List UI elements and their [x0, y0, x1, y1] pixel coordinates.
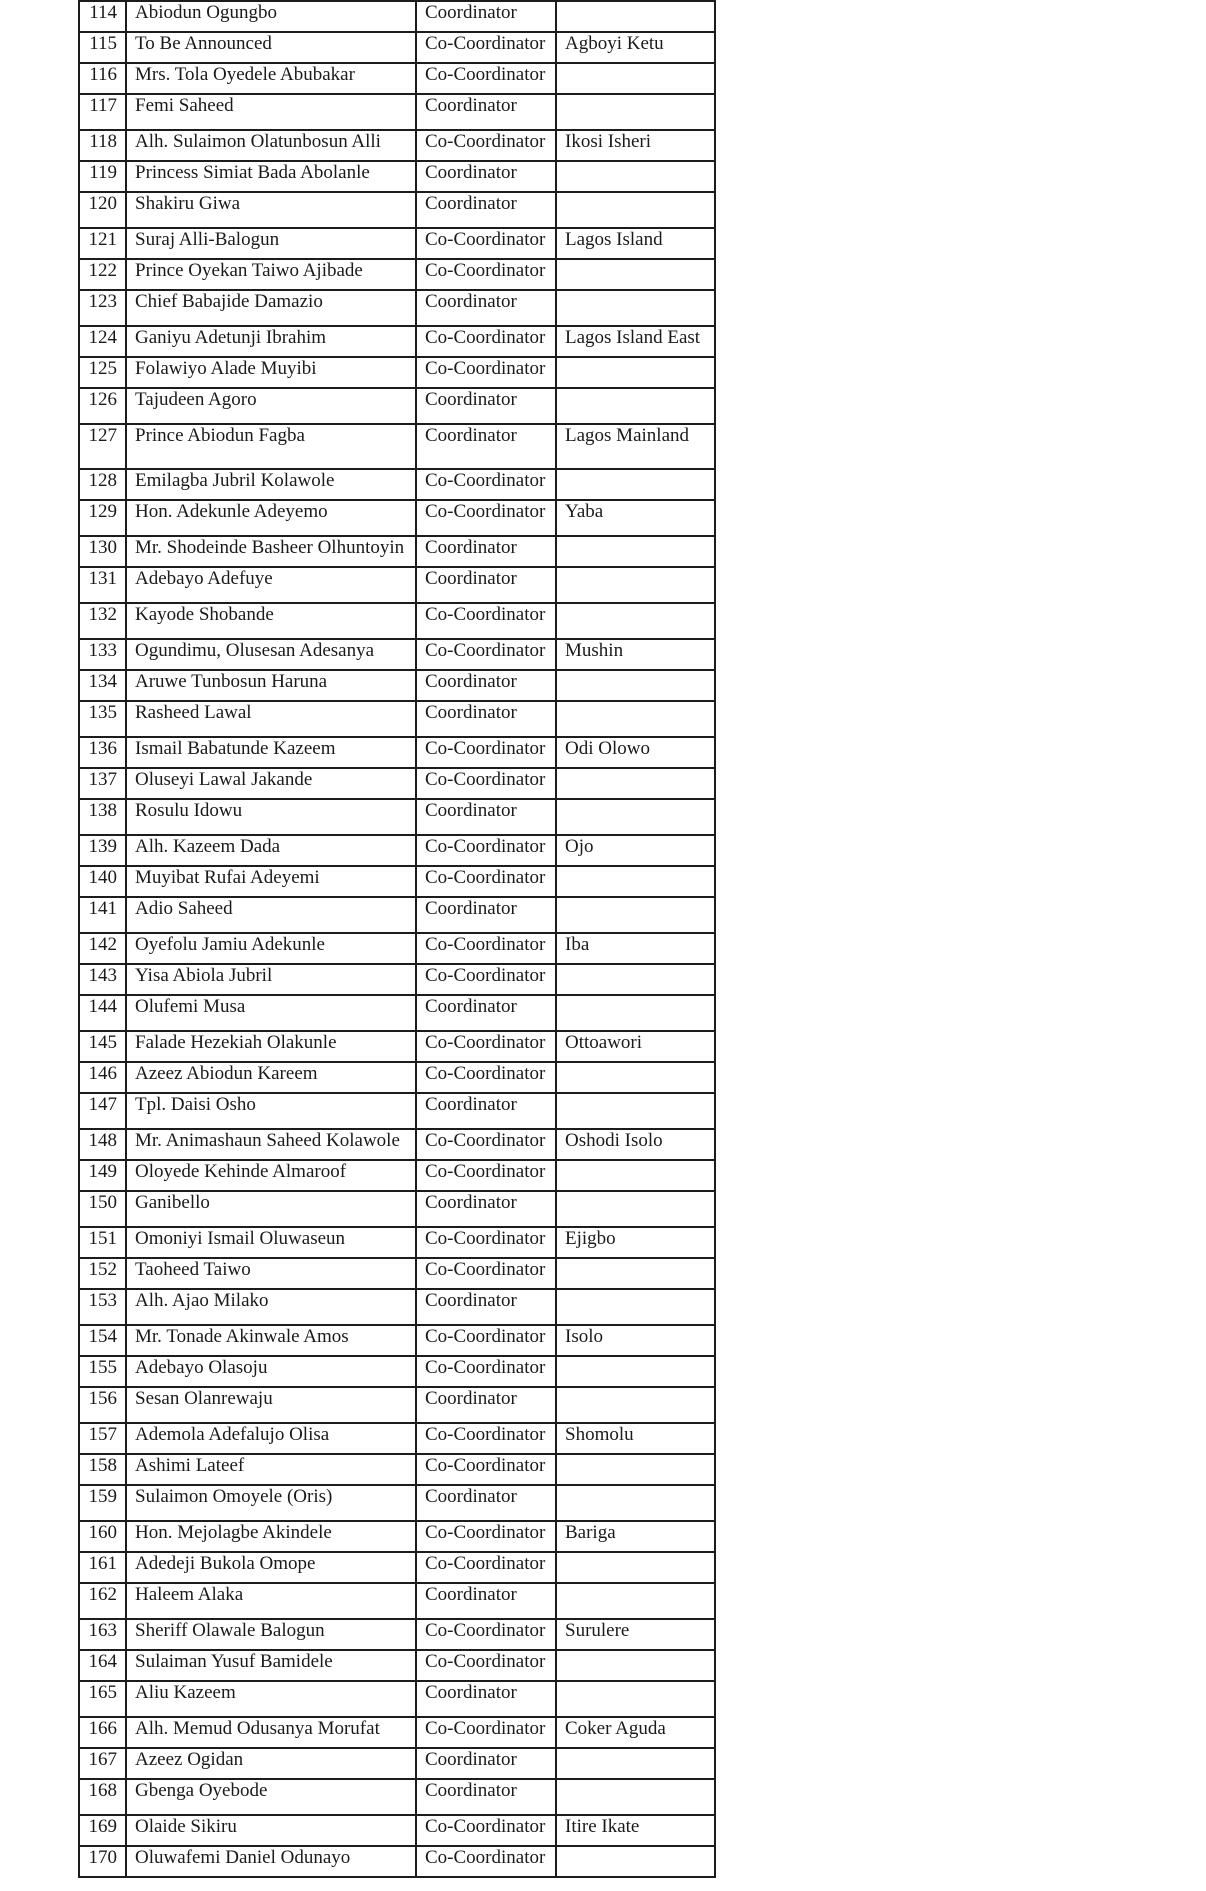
row-number-cell: 151 — [79, 1227, 126, 1258]
table-row — [79, 1289, 715, 1325]
table-row — [79, 567, 715, 603]
table-row — [79, 1454, 715, 1485]
name-cell: Rasheed Lawal — [126, 701, 416, 737]
name-cell: Adio Saheed — [126, 897, 416, 933]
area-cell — [556, 1748, 715, 1779]
name-cell: Mrs. Tola Oyedele Abubakar — [126, 63, 416, 94]
table-row — [79, 536, 715, 567]
table-row — [79, 1779, 715, 1815]
area-cell: Bariga — [556, 1521, 715, 1552]
table-row — [79, 1062, 715, 1093]
row-number-cell: 155 — [79, 1356, 126, 1387]
name-cell: Hon. Mejolagbe Akindele — [126, 1521, 416, 1552]
row-number-cell: 154 — [79, 1325, 126, 1356]
role-cell: Co-Coordinator — [416, 1650, 556, 1681]
role-cell: Coordinator — [416, 94, 556, 130]
name-cell: Muyibat Rufai Adeyemi — [126, 866, 416, 897]
role-cell: Coordinator — [416, 670, 556, 701]
row-number-cell: 117 — [79, 94, 126, 130]
table-row — [79, 897, 715, 933]
table-row — [79, 424, 715, 469]
name-cell: Prince Oyekan Taiwo Ajibade — [126, 259, 416, 290]
table-row — [79, 130, 715, 161]
area-cell — [556, 1779, 715, 1815]
row-number-cell: 166 — [79, 1717, 126, 1748]
table-row — [79, 1521, 715, 1552]
area-cell — [556, 701, 715, 737]
area-cell — [556, 388, 715, 424]
table-row — [79, 500, 715, 536]
name-cell: Olufemi Musa — [126, 995, 416, 1031]
area-cell — [556, 995, 715, 1031]
name-cell: Olaide Sikiru — [126, 1815, 416, 1846]
name-cell: Ademola Adefalujo Olisa — [126, 1423, 416, 1454]
row-number-cell: 161 — [79, 1552, 126, 1583]
row-number-cell: 121 — [79, 228, 126, 259]
row-number-cell: 148 — [79, 1129, 126, 1160]
table-row — [79, 1387, 715, 1423]
role-cell: Co-Coordinator — [416, 866, 556, 897]
area-cell — [556, 1191, 715, 1227]
table-row — [79, 63, 715, 94]
area-cell — [556, 1160, 715, 1191]
row-number-cell: 163 — [79, 1619, 126, 1650]
table-row — [79, 469, 715, 500]
role-cell: Co-Coordinator — [416, 1815, 556, 1846]
table-row — [79, 1356, 715, 1387]
table-row — [79, 670, 715, 701]
role-cell: Co-Coordinator — [416, 1846, 556, 1877]
table-row — [79, 1552, 715, 1583]
role-cell: Co-Coordinator — [416, 1129, 556, 1160]
area-cell — [556, 897, 715, 933]
row-number-cell: 159 — [79, 1485, 126, 1521]
table-row — [79, 1129, 715, 1160]
role-cell: Co-Coordinator — [416, 63, 556, 94]
name-cell: Oloyede Kehinde Almaroof — [126, 1160, 416, 1191]
role-cell: Coordinator — [416, 995, 556, 1031]
role-cell: Co-Coordinator — [416, 1031, 556, 1062]
row-number-cell: 152 — [79, 1258, 126, 1289]
table-row — [79, 1, 715, 32]
row-number-cell: 158 — [79, 1454, 126, 1485]
row-number-cell: 165 — [79, 1681, 126, 1717]
role-cell: Coordinator — [416, 388, 556, 424]
row-number-cell: 130 — [79, 536, 126, 567]
table-row — [79, 768, 715, 799]
name-cell: Tajudeen Agoro — [126, 388, 416, 424]
area-cell — [556, 1583, 715, 1619]
row-number-cell: 141 — [79, 897, 126, 933]
area-cell — [556, 670, 715, 701]
name-cell: Sesan Olanrewaju — [126, 1387, 416, 1423]
role-cell: Co-Coordinator — [416, 469, 556, 500]
role-cell: Co-Coordinator — [416, 768, 556, 799]
area-cell: Lagos Island — [556, 228, 715, 259]
table-row — [79, 32, 715, 63]
name-cell: Azeez Ogidan — [126, 1748, 416, 1779]
name-cell: Oluwafemi Daniel Odunayo — [126, 1846, 416, 1877]
area-cell: Ejigbo — [556, 1227, 715, 1258]
area-cell: Ojo — [556, 835, 715, 866]
row-number-cell: 138 — [79, 799, 126, 835]
role-cell: Coordinator — [416, 424, 556, 469]
area-cell: Odi Olowo — [556, 737, 715, 768]
role-cell: Co-Coordinator — [416, 1454, 556, 1485]
name-cell: Aruwe Tunbosun Haruna — [126, 670, 416, 701]
role-cell: Co-Coordinator — [416, 357, 556, 388]
table-row — [79, 835, 715, 866]
row-number-cell: 114 — [79, 1, 126, 32]
name-cell: Gbenga Oyebode — [126, 1779, 416, 1815]
row-number-cell: 153 — [79, 1289, 126, 1325]
area-cell: Shomolu — [556, 1423, 715, 1454]
name-cell: Sulaimon Omoyele (Oris) — [126, 1485, 416, 1521]
name-cell: Alh. Sulaimon Olatunbosun Alli — [126, 130, 416, 161]
name-cell: Falade Hezekiah Olakunle — [126, 1031, 416, 1062]
row-number-cell: 143 — [79, 964, 126, 995]
role-cell: Co-Coordinator — [416, 933, 556, 964]
role-cell: Co-Coordinator — [416, 228, 556, 259]
area-cell — [556, 866, 715, 897]
row-number-cell: 145 — [79, 1031, 126, 1062]
table-row — [79, 1160, 715, 1191]
area-cell: Surulere — [556, 1619, 715, 1650]
row-number-cell: 125 — [79, 357, 126, 388]
role-cell: Coordinator — [416, 1191, 556, 1227]
row-number-cell: 118 — [79, 130, 126, 161]
area-cell — [556, 964, 715, 995]
table-row — [79, 1093, 715, 1129]
table-row — [79, 192, 715, 228]
area-cell — [556, 192, 715, 228]
name-cell: Mr. Tonade Akinwale Amos — [126, 1325, 416, 1356]
table-body — [79, 1, 715, 1877]
role-cell: Co-Coordinator — [416, 1717, 556, 1748]
role-cell: Coordinator — [416, 536, 556, 567]
row-number-cell: 167 — [79, 1748, 126, 1779]
role-cell: Coordinator — [416, 567, 556, 603]
role-cell: Coordinator — [416, 1748, 556, 1779]
area-cell — [556, 1650, 715, 1681]
role-cell: Coordinator — [416, 1093, 556, 1129]
area-cell — [556, 768, 715, 799]
area-cell: Ottoawori — [556, 1031, 715, 1062]
name-cell: Adebayo Adefuye — [126, 567, 416, 603]
table-row — [79, 737, 715, 768]
table-row — [79, 964, 715, 995]
table-row — [79, 290, 715, 326]
row-number-cell: 149 — [79, 1160, 126, 1191]
table-row — [79, 1650, 715, 1681]
role-cell: Coordinator — [416, 192, 556, 228]
role-cell: Co-Coordinator — [416, 964, 556, 995]
name-cell: Ashimi Lateef — [126, 1454, 416, 1485]
name-cell: Hon. Adekunle Adeyemo — [126, 500, 416, 536]
name-cell: Adebayo Olasoju — [126, 1356, 416, 1387]
row-number-cell: 116 — [79, 63, 126, 94]
role-cell: Coordinator — [416, 1289, 556, 1325]
table-row — [79, 1485, 715, 1521]
role-cell: Coordinator — [416, 1583, 556, 1619]
role-cell: Coordinator — [416, 1387, 556, 1423]
area-cell — [556, 1062, 715, 1093]
area-cell — [556, 1454, 715, 1485]
name-cell: Ogundimu, Olusesan Adesanya — [126, 639, 416, 670]
area-cell — [556, 536, 715, 567]
role-cell: Co-Coordinator — [416, 1619, 556, 1650]
role-cell: Coordinator — [416, 1779, 556, 1815]
row-number-cell: 134 — [79, 670, 126, 701]
table-row — [79, 161, 715, 192]
role-cell: Coordinator — [416, 290, 556, 326]
row-number-cell: 119 — [79, 161, 126, 192]
role-cell: Coordinator — [416, 1485, 556, 1521]
table-row — [79, 1191, 715, 1227]
role-cell: Co-Coordinator — [416, 603, 556, 639]
table-row — [79, 1227, 715, 1258]
row-number-cell: 122 — [79, 259, 126, 290]
area-cell — [556, 1846, 715, 1877]
area-cell — [556, 1356, 715, 1387]
table-row — [79, 228, 715, 259]
role-cell: Co-Coordinator — [416, 1356, 556, 1387]
row-number-cell: 136 — [79, 737, 126, 768]
area-cell — [556, 567, 715, 603]
name-cell: Aliu Kazeem — [126, 1681, 416, 1717]
row-number-cell: 124 — [79, 326, 126, 357]
role-cell: Co-Coordinator — [416, 737, 556, 768]
row-number-cell: 162 — [79, 1583, 126, 1619]
area-cell — [556, 1387, 715, 1423]
row-number-cell: 170 — [79, 1846, 126, 1877]
name-cell: Rosulu Idowu — [126, 799, 416, 835]
area-cell: Iba — [556, 933, 715, 964]
area-cell: Itire Ikate — [556, 1815, 715, 1846]
name-cell: Alh. Kazeem Dada — [126, 835, 416, 866]
role-cell: Coordinator — [416, 1681, 556, 1717]
role-cell: Co-Coordinator — [416, 1062, 556, 1093]
area-cell — [556, 1, 715, 32]
role-cell: Coordinator — [416, 897, 556, 933]
name-cell: Emilagba Jubril Kolawole — [126, 469, 416, 500]
name-cell: Ganiyu Adetunji Ibrahim — [126, 326, 416, 357]
table-row — [79, 866, 715, 897]
row-number-cell: 139 — [79, 835, 126, 866]
name-cell: Folawiyo Alade Muyibi — [126, 357, 416, 388]
name-cell: Yisa Abiola Jubril — [126, 964, 416, 995]
table-row — [79, 1748, 715, 1779]
row-number-cell: 128 — [79, 469, 126, 500]
role-cell: Co-Coordinator — [416, 32, 556, 63]
row-number-cell: 120 — [79, 192, 126, 228]
table-row — [79, 1325, 715, 1356]
table-row — [79, 1681, 715, 1717]
row-number-cell: 147 — [79, 1093, 126, 1129]
name-cell: Ismail Babatunde Kazeem — [126, 737, 416, 768]
table-row — [79, 94, 715, 130]
row-number-cell: 157 — [79, 1423, 126, 1454]
name-cell: Shakiru Giwa — [126, 192, 416, 228]
role-cell: Coordinator — [416, 701, 556, 737]
role-cell: Co-Coordinator — [416, 259, 556, 290]
table-row — [79, 799, 715, 835]
name-cell: Ganibello — [126, 1191, 416, 1227]
row-number-cell: 135 — [79, 701, 126, 737]
role-cell: Coordinator — [416, 161, 556, 192]
area-cell: Yaba — [556, 500, 715, 536]
name-cell: Mr. Shodeinde Basheer Olhuntoyin — [126, 536, 416, 567]
role-cell: Co-Coordinator — [416, 1521, 556, 1552]
name-cell: Sulaiman Yusuf Bamidele — [126, 1650, 416, 1681]
area-cell — [556, 799, 715, 835]
name-cell: Oyefolu Jamiu Adekunle — [126, 933, 416, 964]
table-row — [79, 1717, 715, 1748]
row-number-cell: 123 — [79, 290, 126, 326]
area-cell — [556, 1093, 715, 1129]
area-cell — [556, 1681, 715, 1717]
row-number-cell: 156 — [79, 1387, 126, 1423]
role-cell: Co-Coordinator — [416, 1423, 556, 1454]
area-cell — [556, 290, 715, 326]
name-cell: Prince Abiodun Fagba — [126, 424, 416, 469]
row-number-cell: 142 — [79, 933, 126, 964]
name-cell: Alh. Memud Odusanya Morufat — [126, 1717, 416, 1748]
table-row — [79, 603, 715, 639]
table-row — [79, 1619, 715, 1650]
area-cell: Lagos Island East — [556, 326, 715, 357]
area-cell: Lagos Mainland — [556, 424, 715, 469]
area-cell — [556, 259, 715, 290]
row-number-cell: 126 — [79, 388, 126, 424]
role-cell: Co-Coordinator — [416, 500, 556, 536]
table-row — [79, 357, 715, 388]
name-cell: Taoheed Taiwo — [126, 1258, 416, 1289]
role-cell: Co-Coordinator — [416, 130, 556, 161]
table-row — [79, 995, 715, 1031]
name-cell: Alh. Ajao Milako — [126, 1289, 416, 1325]
table-row — [79, 701, 715, 737]
row-number-cell: 160 — [79, 1521, 126, 1552]
row-number-cell: 140 — [79, 866, 126, 897]
table-row — [79, 388, 715, 424]
name-cell: Femi Saheed — [126, 94, 416, 130]
name-cell: Oluseyi Lawal Jakande — [126, 768, 416, 799]
name-cell: To Be Announced — [126, 32, 416, 63]
area-cell: Ikosi Isheri — [556, 130, 715, 161]
row-number-cell: 115 — [79, 32, 126, 63]
coordinators-table — [78, 0, 716, 1878]
name-cell: Azeez Abiodun Kareem — [126, 1062, 416, 1093]
name-cell: Haleem Alaka — [126, 1583, 416, 1619]
area-cell — [556, 603, 715, 639]
name-cell: Omoniyi Ismail Oluwaseun — [126, 1227, 416, 1258]
row-number-cell: 132 — [79, 603, 126, 639]
name-cell: Mr. Animashaun Saheed Kolawole — [126, 1129, 416, 1160]
row-number-cell: 144 — [79, 995, 126, 1031]
area-cell — [556, 1258, 715, 1289]
row-number-cell: 137 — [79, 768, 126, 799]
area-cell: Mushin — [556, 639, 715, 670]
table-row — [79, 1583, 715, 1619]
area-cell — [556, 469, 715, 500]
role-cell: Co-Coordinator — [416, 1258, 556, 1289]
area-cell: Agboyi Ketu — [556, 32, 715, 63]
role-cell: Co-Coordinator — [416, 639, 556, 670]
area-cell — [556, 94, 715, 130]
area-cell — [556, 63, 715, 94]
table-row — [79, 326, 715, 357]
table-row — [79, 933, 715, 964]
name-cell: Chief Babajide Damazio — [126, 290, 416, 326]
name-cell: Princess Simiat Bada Abolanle — [126, 161, 416, 192]
row-number-cell: 146 — [79, 1062, 126, 1093]
name-cell: Adedeji Bukola Omope — [126, 1552, 416, 1583]
area-cell — [556, 161, 715, 192]
name-cell: Tpl. Daisi Osho — [126, 1093, 416, 1129]
row-number-cell: 150 — [79, 1191, 126, 1227]
role-cell: Co-Coordinator — [416, 835, 556, 866]
role-cell: Coordinator — [416, 799, 556, 835]
table-row — [79, 1846, 715, 1877]
row-number-cell: 168 — [79, 1779, 126, 1815]
row-number-cell: 127 — [79, 424, 126, 469]
role-cell: Co-Coordinator — [416, 326, 556, 357]
area-cell — [556, 1552, 715, 1583]
name-cell: Kayode Shobande — [126, 603, 416, 639]
area-cell — [556, 357, 715, 388]
table-row — [79, 1031, 715, 1062]
name-cell: Abiodun Ogungbo — [126, 1, 416, 32]
role-cell: Co-Coordinator — [416, 1552, 556, 1583]
area-cell — [556, 1289, 715, 1325]
role-cell: Co-Coordinator — [416, 1325, 556, 1356]
row-number-cell: 169 — [79, 1815, 126, 1846]
row-number-cell: 133 — [79, 639, 126, 670]
area-cell: Coker Aguda — [556, 1717, 715, 1748]
name-cell: Sheriff Olawale Balogun — [126, 1619, 416, 1650]
table-row — [79, 1258, 715, 1289]
row-number-cell: 131 — [79, 567, 126, 603]
table-row — [79, 639, 715, 670]
table-row — [79, 259, 715, 290]
row-number-cell: 164 — [79, 1650, 126, 1681]
table-row — [79, 1815, 715, 1846]
role-cell: Co-Coordinator — [416, 1160, 556, 1191]
area-cell — [556, 1485, 715, 1521]
row-number-cell: 129 — [79, 500, 126, 536]
role-cell: Coordinator — [416, 1, 556, 32]
name-cell: Suraj Alli-Balogun — [126, 228, 416, 259]
area-cell: Oshodi Isolo — [556, 1129, 715, 1160]
table-row — [79, 1423, 715, 1454]
role-cell: Co-Coordinator — [416, 1227, 556, 1258]
area-cell: Isolo — [556, 1325, 715, 1356]
